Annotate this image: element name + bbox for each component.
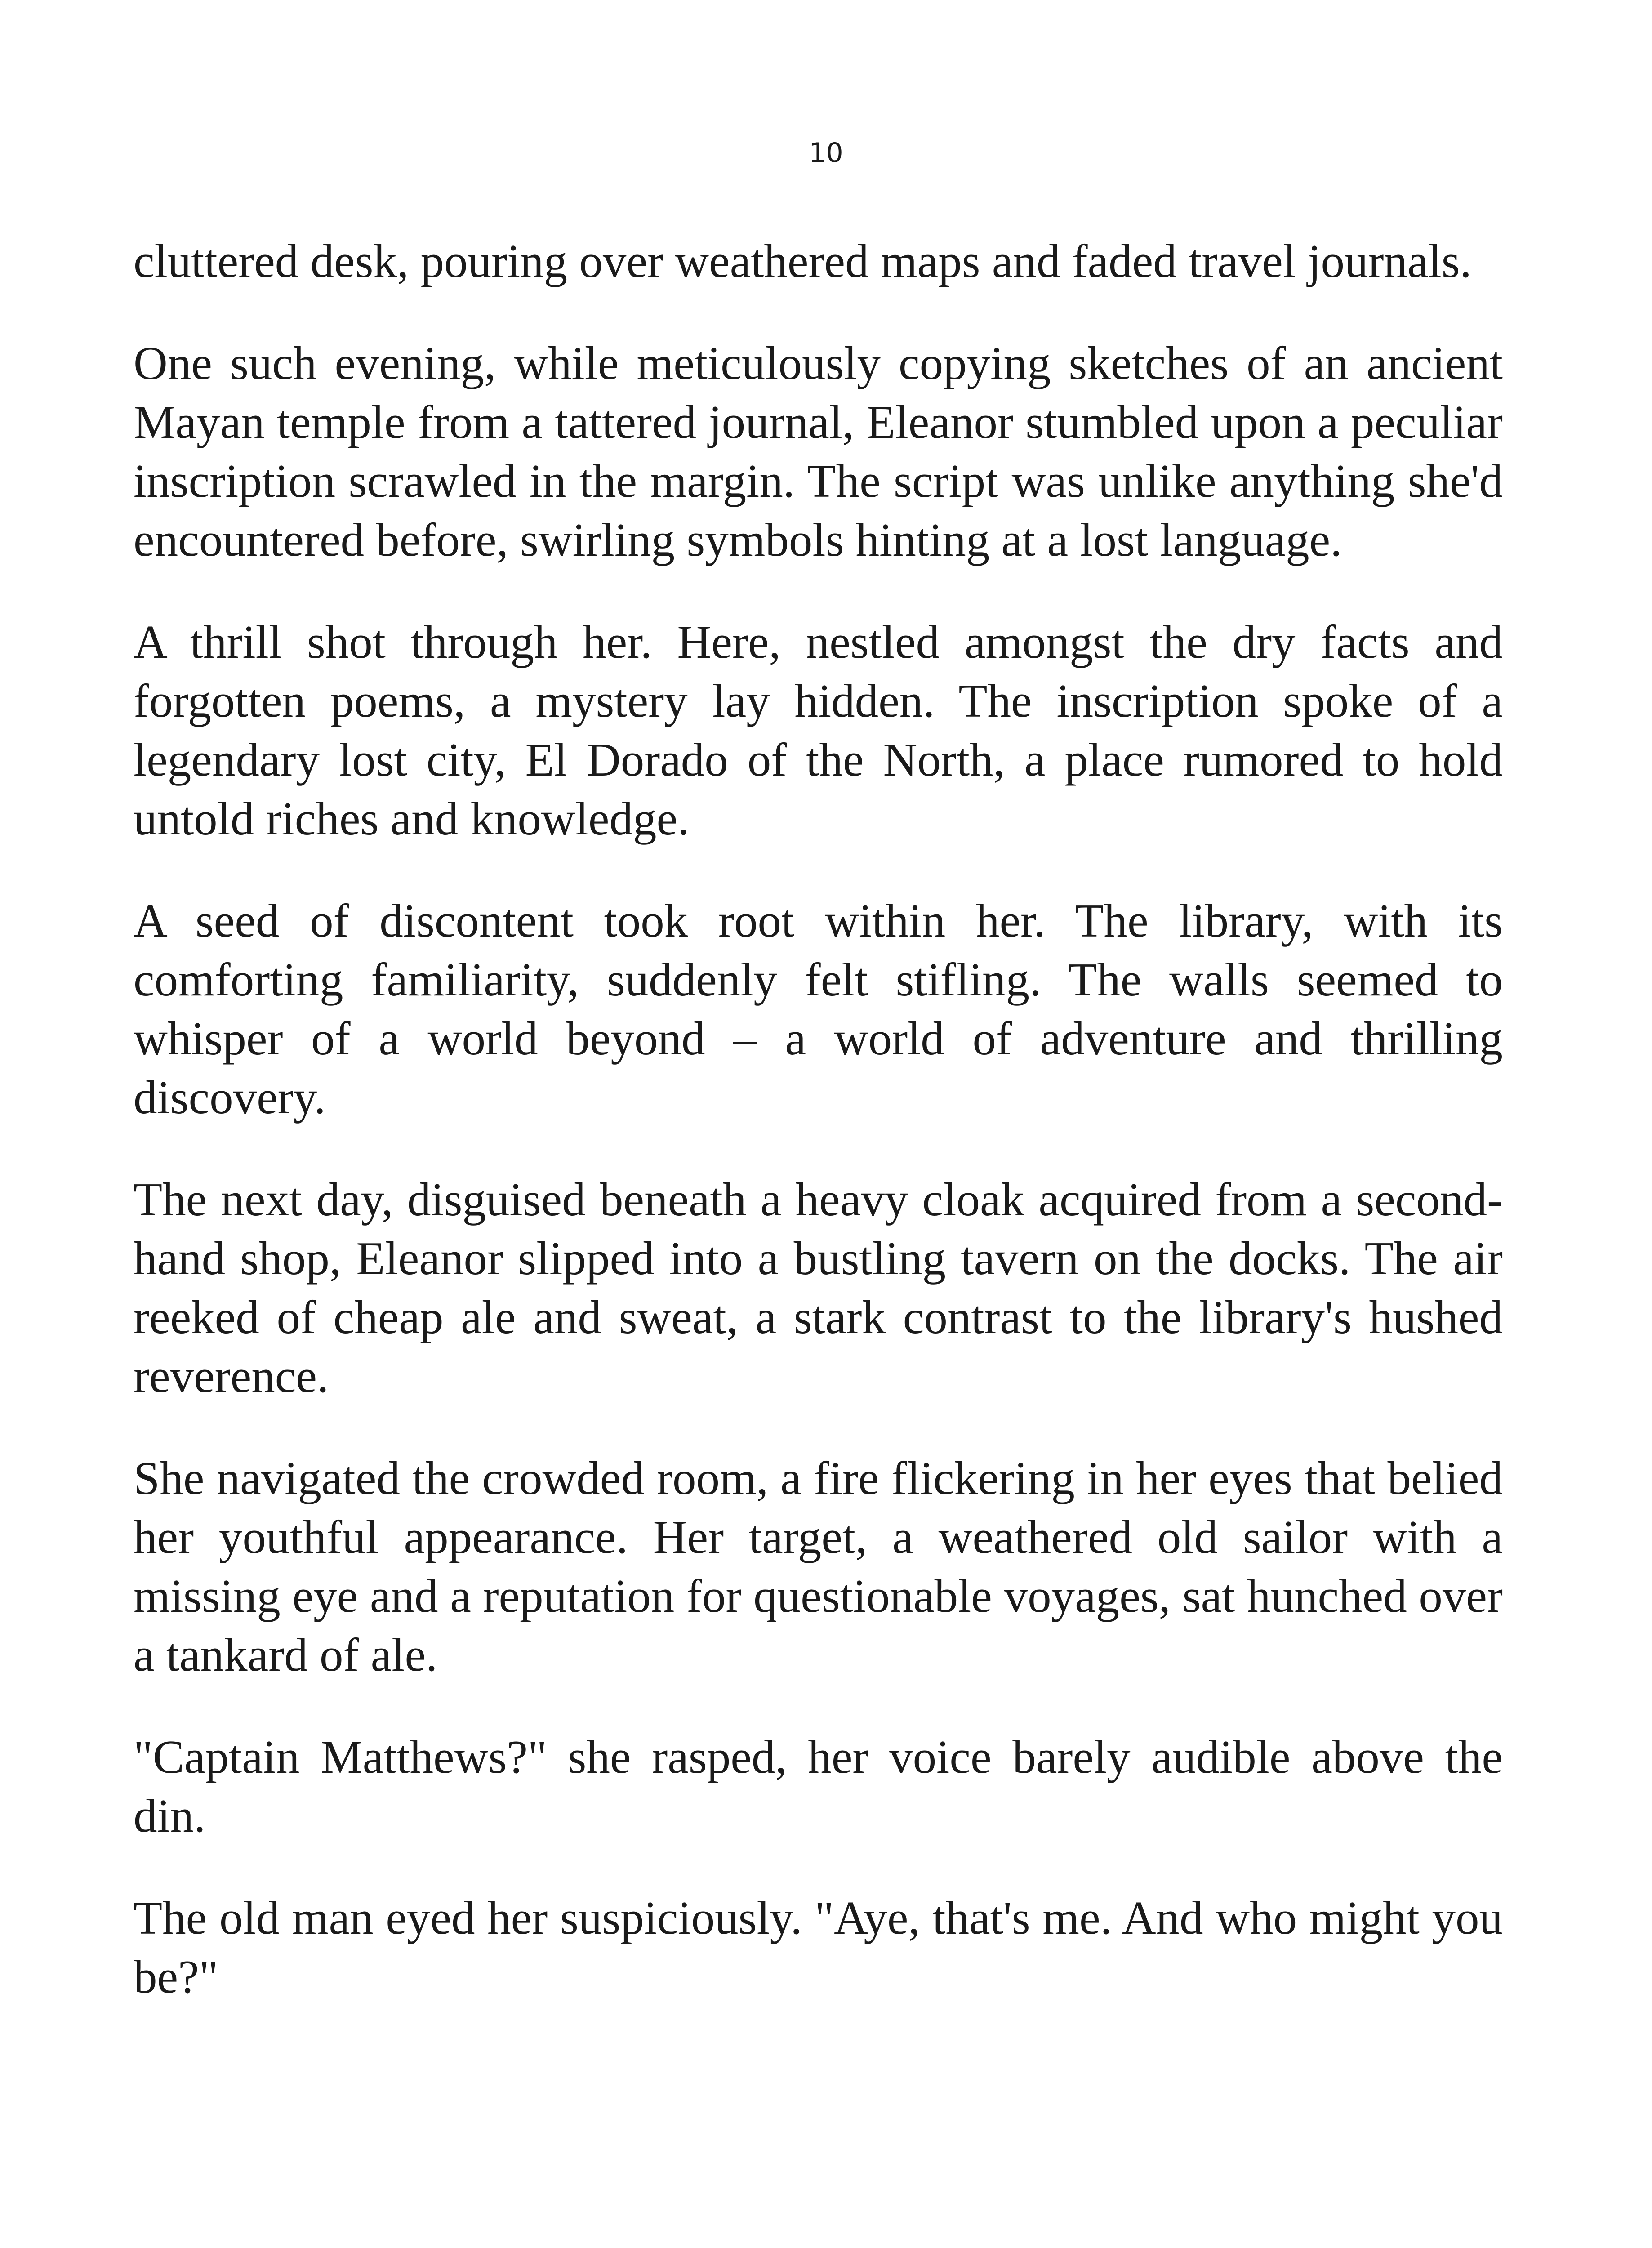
body-text xyxy=(134,232,1503,2049)
page-number: 10 xyxy=(809,137,843,169)
paragraph: "Captain Matthews?" she rasped, her voice barely audible above the din. xyxy=(134,1731,1503,1842)
paragraph: A seed of discontent took root within her. The library, with its comforting familiarity, suddenly felt stifling. The walls seemed to whisper of a world beyond – a world of adventure and thrilling discovery. xyxy=(134,894,1503,1124)
paragraph: cluttered desk, pouring over weathered maps and faded travel journals. xyxy=(134,235,1472,287)
paragraph: The old man eyed her suspiciously. "Aye, that's me. And who might you be?" xyxy=(134,1891,1503,2003)
paragraph: A thrill shot through her. Here, nestled amongst the dry facts and forgotten poems, a mystery lay hidden. The inscription spoke of a legendary lost city, El Dorado of the North, a place rumored to hold untold riches and knowledge. xyxy=(134,616,1503,845)
paragraph: She navigated the crowded room, a fire flickering in her eyes that belied her youthful appearance. Her target, a weathered old sailor with a missing eye and a reputation for questionable voyages, sat hunched over a tankard of ale. xyxy=(134,1452,1503,1681)
paragraph: One such evening, while meticulously copying sketches of an ancient Mayan temple from a tattered journal, Eleanor stumbled upon a peculiar inscription scrawled in the margin. The script was unlike anything she'd encountered before, swirling symbols hinting at a lost language. xyxy=(134,337,1503,566)
paragraph: The next day, disguised beneath a heavy cloak acquired from a second-hand shop, Eleanor slipped into a bustling tavern on the docks. The air reeked of cheap ale and sweat, a stark contrast to the library's hushed reverence. xyxy=(134,1173,1503,1402)
